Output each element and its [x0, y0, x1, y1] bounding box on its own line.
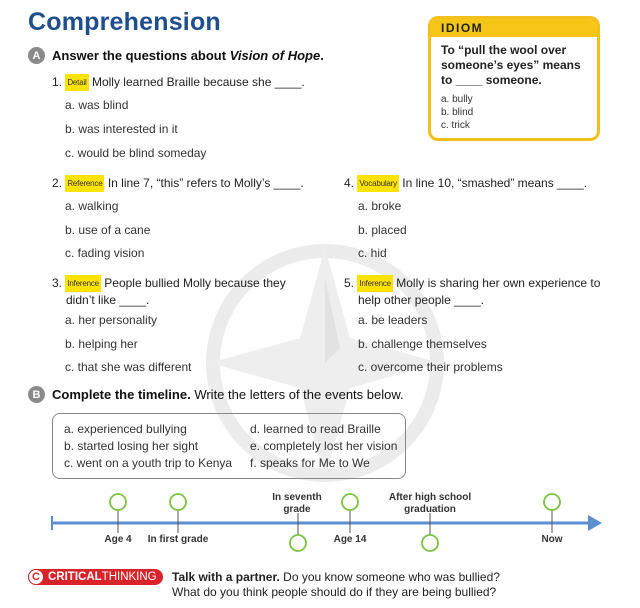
reference-tag: Reference — [65, 175, 104, 192]
blank-circle — [110, 494, 126, 510]
blank-circle — [422, 535, 438, 551]
event-c: c. went on a youth trip to Kenya — [64, 456, 233, 470]
q4-option-a: a. broke — [358, 199, 402, 213]
blank-circle — [544, 494, 560, 510]
talk-prompt: Talk with a partner. Do you know someone who was bullied? What do you think people should do if they are being bullied? — [172, 570, 500, 599]
q2-option-c: c. fading vision — [65, 246, 145, 260]
section-b-badge: B — [28, 386, 45, 403]
book-title: Vision of Hope — [229, 48, 321, 63]
q5-option-b: b. challenge themselves — [358, 337, 487, 351]
idiom-option: b. blind — [441, 107, 474, 118]
event-b: b. started losing her sight — [64, 439, 199, 453]
q2-option-b: b. use of a cane — [65, 223, 151, 237]
inference-tag: Inference — [357, 275, 393, 292]
timeline-label: graduation — [404, 504, 456, 515]
question-5: 5. Inference Molly is sharing her own experience to help other people ____. — [344, 276, 601, 307]
inference-tag: Inference — [65, 275, 101, 292]
event-a: a. experienced bullying — [64, 422, 187, 436]
q4-option-c: c. hid — [358, 246, 387, 260]
timeline-label: After high school — [388, 492, 472, 503]
q1-option-c: c. would be blind someday — [65, 146, 207, 160]
detail-tag: Detail — [65, 74, 88, 91]
section-a-badge: A — [28, 47, 45, 64]
event-e: e. completely lost her vision — [250, 439, 398, 453]
timeline-label: Age 14 — [333, 534, 367, 545]
q3-option-c: c. that she was different — [65, 360, 192, 374]
question-2: 2. Reference In line 7, “this” refers to Molly’s ____. — [52, 176, 304, 190]
q2-option-a: a. walking — [65, 199, 119, 213]
q3-option-a: a. her personality — [65, 313, 158, 327]
idiom-question: To “pull the wool over someone’s eyes” means to ____ someone. — [441, 43, 581, 87]
timeline-label: grade — [283, 504, 311, 515]
event-f: f. speaks for Me to We — [250, 456, 370, 470]
timeline-label: In first grade — [147, 534, 209, 545]
blank-circle — [290, 535, 306, 551]
critical-thinking-badge: C CRITICAL THINKING — [28, 569, 163, 585]
event-d: d. learned to read Braille — [250, 422, 381, 436]
q4-option-b: b. placed — [358, 223, 407, 237]
question-1: 1. Detail Molly learned Braille because she ____. — [52, 75, 305, 89]
timeline-label: Now — [541, 534, 563, 545]
q3-option-b: b. helping her — [65, 337, 138, 351]
idiom-heading: IDIOM — [431, 19, 597, 37]
q5-option-c: c. overcome their problems — [358, 360, 503, 374]
section-c-badge: C — [28, 569, 44, 585]
page-title: Comprehension — [28, 8, 221, 36]
blank-circle — [342, 494, 358, 510]
q5-option-a: a. be leaders — [358, 313, 428, 327]
section-b-instruction: Complete the timeline. Write the letters of the events below. — [52, 387, 404, 402]
question-4: 4. Vocabulary In line 10, “smashed” means ____. — [344, 176, 588, 190]
idiom-option: c. trick — [441, 120, 470, 131]
idiom-option: a. bully — [441, 94, 473, 105]
question-3: 3. Inference People bullied Molly because they didn’t like ____. — [52, 276, 286, 307]
vocabulary-tag: Vocabulary — [357, 175, 399, 192]
idiom-box — [428, 16, 600, 141]
timeline-label: In seventh — [272, 492, 322, 503]
q1-option-a: a. was blind — [65, 98, 129, 112]
timeline-label: Age 4 — [104, 534, 132, 545]
section-a-instruction: Answer the questions about Vision of Hope. — [52, 48, 324, 63]
blank-circle — [170, 494, 186, 510]
q1-option-b: b. was interested in it — [65, 122, 178, 136]
